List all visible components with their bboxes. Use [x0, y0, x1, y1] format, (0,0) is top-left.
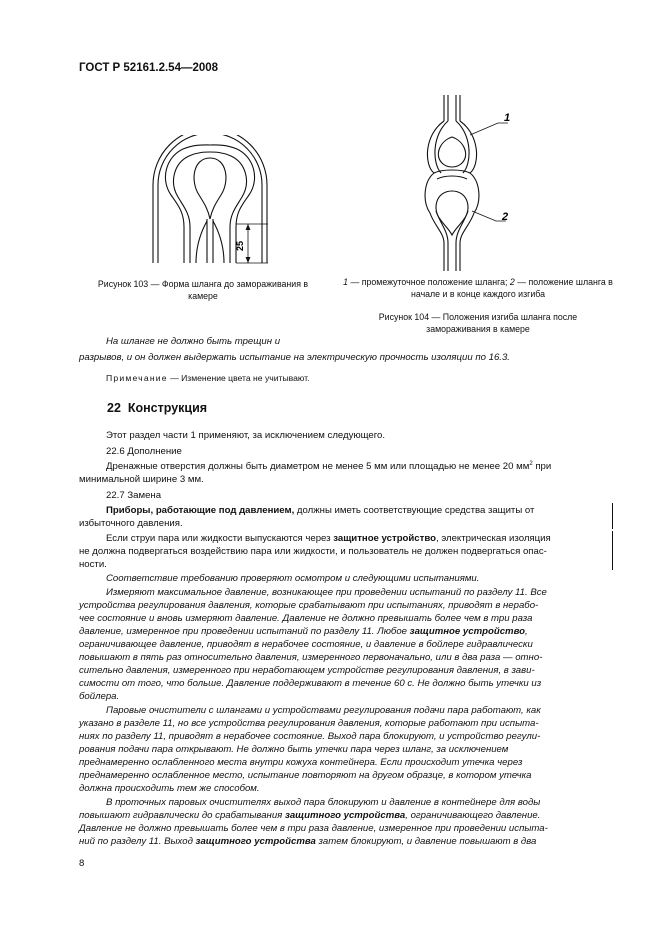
pressure-line2: избыточного давления. [79, 518, 183, 529]
section-title: Конструкция [127, 401, 208, 415]
legend-text-1: — промежуточное положение шланга; [348, 277, 510, 287]
hose-para-line2: разрывов, и он должен выдержать испытание на электрическую прочность изоляции по 16.3. [79, 352, 510, 363]
test-line-17: должна происходить тем же способом. [79, 783, 260, 794]
figure-104-label-1: 1 [504, 112, 511, 124]
note [106, 373, 310, 383]
change-bar [612, 503, 613, 529]
figure-104-caption-line1: Рисунок 104 — Положения изгиба шланга после [378, 312, 578, 322]
test-line-6: ограничивающее давление, приводят в нерабочее состояние, и давление в бойлере гидравлически [79, 639, 533, 650]
steam-line1 [106, 533, 551, 545]
figure-103-caption-line2: камере [188, 291, 218, 301]
legend-text-2: — положение шланга в [514, 277, 613, 287]
steam-line2: не должна подвергаться воздействию пара или жидкости, и пользователь не должен подвергаться опас- [79, 546, 547, 557]
subclause-22-6: 22.6 Дополнение [106, 446, 182, 457]
test-line-16: преднамеренно ослабленное место, испытание повторяют на другом образце, в котором утечка [79, 770, 532, 781]
drain-line1 [106, 461, 551, 473]
figure-103-hose-shape [150, 135, 275, 275]
drain-line2: минимальной ширине 3 мм. [79, 474, 204, 485]
section-number: 22 [107, 401, 121, 415]
legend-num-1: 1 [343, 277, 349, 287]
test-line-5-b: защитное устройство [409, 626, 525, 637]
dimension-label: 25 [235, 240, 245, 252]
test-line-21-b: защитного устройства [195, 836, 316, 847]
test-line-19-c: , ограничивающего давление. [405, 810, 541, 821]
test-line-21-a: ний по разделу 11. Выход [79, 836, 196, 847]
test-line-5 [79, 626, 528, 638]
figure-104-caption-line2: замораживания в камере [426, 324, 530, 334]
test-line-5-c: , [524, 626, 528, 637]
test-line-21 [79, 836, 536, 848]
section-heading [107, 401, 207, 415]
test-line-21-c: затем блокируют, и давление повышают в два [315, 836, 537, 847]
figure-103-caption [72, 278, 334, 302]
change-bar [612, 531, 613, 570]
test-line-15: преднамеренно ослабленного места внутри кожуха контейнера. Если происходит утечка через [79, 757, 523, 768]
note-text: — Изменение цвета не учитывают. [167, 373, 310, 383]
test-line-8: сительно давления, измеренного при неработающем устройстве регулирования давления, в зави- [79, 665, 535, 676]
test-line-3: устройства регулирования давления, которые срабатывают при испытаниях, приводят в нерабо- [79, 600, 539, 611]
note-label: Примечание [106, 373, 168, 383]
steam-a: Если струи пара или жидкости выпускаются через [106, 533, 334, 544]
test-line-20: Давление не должно превышать более чем в три раза давление, измеренное при проведении испыта- [79, 823, 548, 834]
test-line-19-a: повышают гидравлически до срабатывания [79, 810, 285, 821]
figure-104-hose-bends [410, 93, 520, 273]
document-header: ГОСТ Р 52161.2.54—2008 [79, 62, 219, 74]
test-line-5-a: давление, измеренное при проведении испытаний по разделу 11. Любое [79, 626, 410, 637]
pressure-line1 [106, 505, 534, 517]
figure-104-label-2: 2 [502, 211, 509, 223]
test-line-13: ниях по разделу 11, приводят в нерабочее состояние. Выход пара блокируют, и устройство регули- [79, 731, 541, 742]
test-line-14: рования подачи пара открывают. Не должно быть утечки пара через шланг, за исключением [79, 744, 509, 755]
test-line-18: В проточных паровых очистителях выход пара блокируют и давление в контейнере для воды [106, 797, 541, 808]
drain-text: Дренажные отверстия должны быть диаметром не менее 5 мм или площадью не менее 20 мм [106, 461, 530, 472]
test-line-4: чее состояние и вновь измеряют давление. Давление не должно превышать более чем в три раза [79, 613, 533, 624]
steam-b: защитное устройство [333, 533, 436, 544]
pressure-bold: Приборы, работающие под давлением, [106, 505, 295, 516]
test-line-11: Паровые очистители с шлангами и устройствами регулирования подачи пара работают, как [106, 705, 541, 716]
test-line-19-b: защитного устройства [284, 810, 406, 821]
legend-num-2: 2 [509, 277, 515, 287]
test-line-9: симости от того, что больше. Давление поддерживают в течение 60 с. Не должно быть утечки из [79, 678, 542, 689]
intro-text: Этот раздел части 1 применяют, за исключением следующего. [106, 430, 386, 441]
hose-para-line1: На шланге не должно быть трещин и [106, 336, 281, 347]
test-line-7: повышают в пять раз относительно давления, измеренного первоначально, или в два раза — отно- [79, 652, 543, 663]
drain-sup: 2 [529, 460, 533, 467]
test-line-19 [79, 810, 540, 822]
page-number: 8 [79, 858, 85, 869]
steam-line3: ности. [79, 559, 107, 570]
pressure-rest: должны иметь соответствующие средства защиты от [294, 505, 535, 516]
test-line-10: бойлера. [79, 691, 120, 702]
steam-c: , электрическая изоляция [435, 533, 551, 544]
drain-text-end: при [532, 461, 552, 472]
subclause-22-7: 22.7 Замена [106, 490, 162, 501]
test-line-2: Измеряют максимальное давление, возникающее при проведении испытаний по разделу 11. Все [106, 587, 547, 598]
figure-104-caption [333, 311, 623, 335]
test-line-12: указано в разделе 11, но все устройства регулирования давления, которые работают при испыта- [79, 718, 539, 729]
figure-104-legend [333, 276, 623, 300]
test-line-1: Соответствие требованию проверяют осмотром и следующими испытаниями. [106, 573, 480, 584]
figure-103-caption-line1: Рисунок 103 — Форма шланга до замораживания в [97, 279, 309, 289]
legend-line-2: начале и в конце каждого изгиба [411, 289, 545, 299]
